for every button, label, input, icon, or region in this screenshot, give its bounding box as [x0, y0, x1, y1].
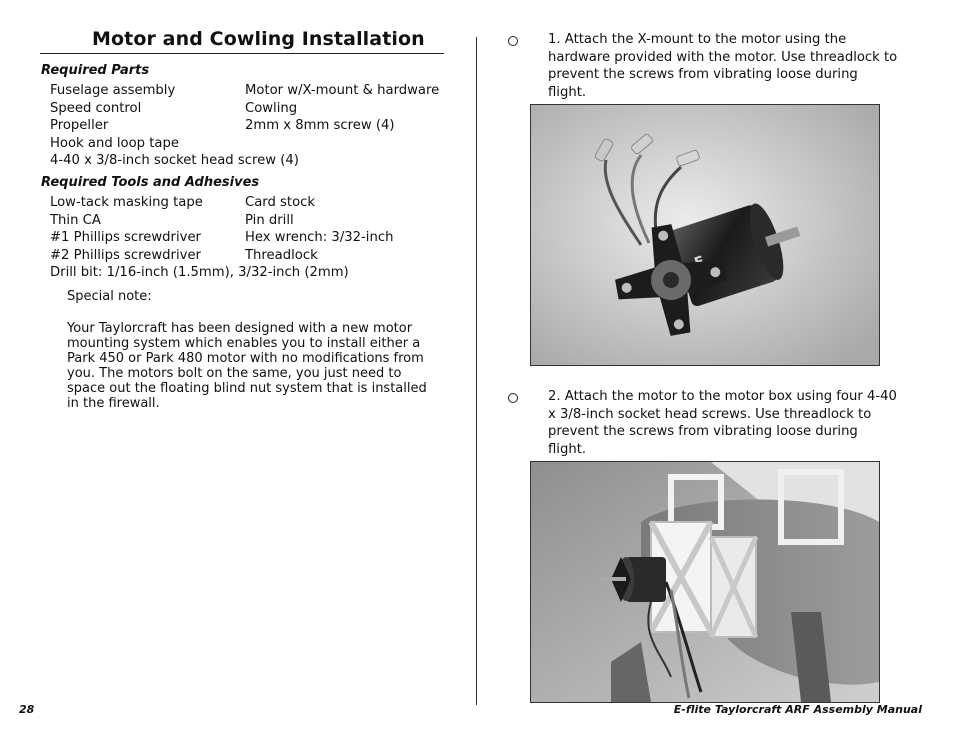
part-item [245, 135, 450, 153]
step-2-text: 2. Attach the motor to the motor box using four 4-40 x 3/8-inch socket head screws. Use threadlock to prevent the screws from vibrating loose during flight. [548, 389, 897, 457]
part-item: 2mm x 8mm screw (4) [245, 118, 395, 133]
required-tools-heading: Required Tools and Adhesives [41, 175, 260, 190]
tool-item: Low-tack masking tape [50, 195, 203, 210]
special-note-body: Your Taylorcraft has been designed with a new motor mounting system which enables you to install either a Park 450 or Park 480 motor with no modifications from you. The motors bolt on the same, you just need to space out the floating blind nut system that is installed in the firewall. [67, 321, 427, 411]
title-rule [40, 53, 444, 54]
page-number: 28 [19, 703, 35, 716]
tool-item: Drill bit: 1/16-inch (1.5mm), 3/32-inch (2mm) [50, 265, 349, 280]
motor-box-photo [530, 461, 880, 703]
motor-photo [530, 104, 880, 366]
step-1-text: 1. Attach the X-mount to the motor using the hardware provided with the motor. Use threadlock to prevent the screws from vibrating loose during flight. [548, 32, 898, 100]
page-title: Motor and Cowling Installation [92, 28, 425, 50]
tool-item: Card stock [245, 195, 316, 210]
part-item: 4-40 x 3/8-inch socket head screw (4) [50, 153, 299, 168]
step-1-checkbox-icon [508, 36, 518, 46]
required-parts-heading: Required Parts [41, 63, 150, 78]
footer-manual-title: E-flite Taylorcraft ARF Assembly Manual [673, 703, 922, 716]
part-item: Motor w/X-mount & hardware [245, 83, 440, 98]
required-tools-list [50, 194, 450, 282]
part-item: Cowling [245, 100, 298, 116]
part-item: Hook and loop tape [50, 135, 179, 151]
step-2-checkbox-icon [508, 393, 518, 403]
tool-item: Thin CA [50, 212, 101, 228]
part-item: Fuselage assembly [50, 83, 176, 98]
tool-item: Pin drill [245, 212, 294, 228]
part-item: Propeller [50, 118, 109, 133]
part-item: Speed control [50, 100, 142, 116]
tool-item: Hex wrench: 3/32-inch [245, 230, 394, 245]
tool-item: Threadlock [245, 247, 318, 263]
tool-item: #2 Phillips screwdriver [50, 247, 201, 263]
special-note-label: Special note: [67, 289, 152, 304]
required-parts-list [50, 82, 450, 170]
column-divider [476, 37, 477, 705]
tool-item: #1 Phillips screwdriver [50, 230, 201, 245]
